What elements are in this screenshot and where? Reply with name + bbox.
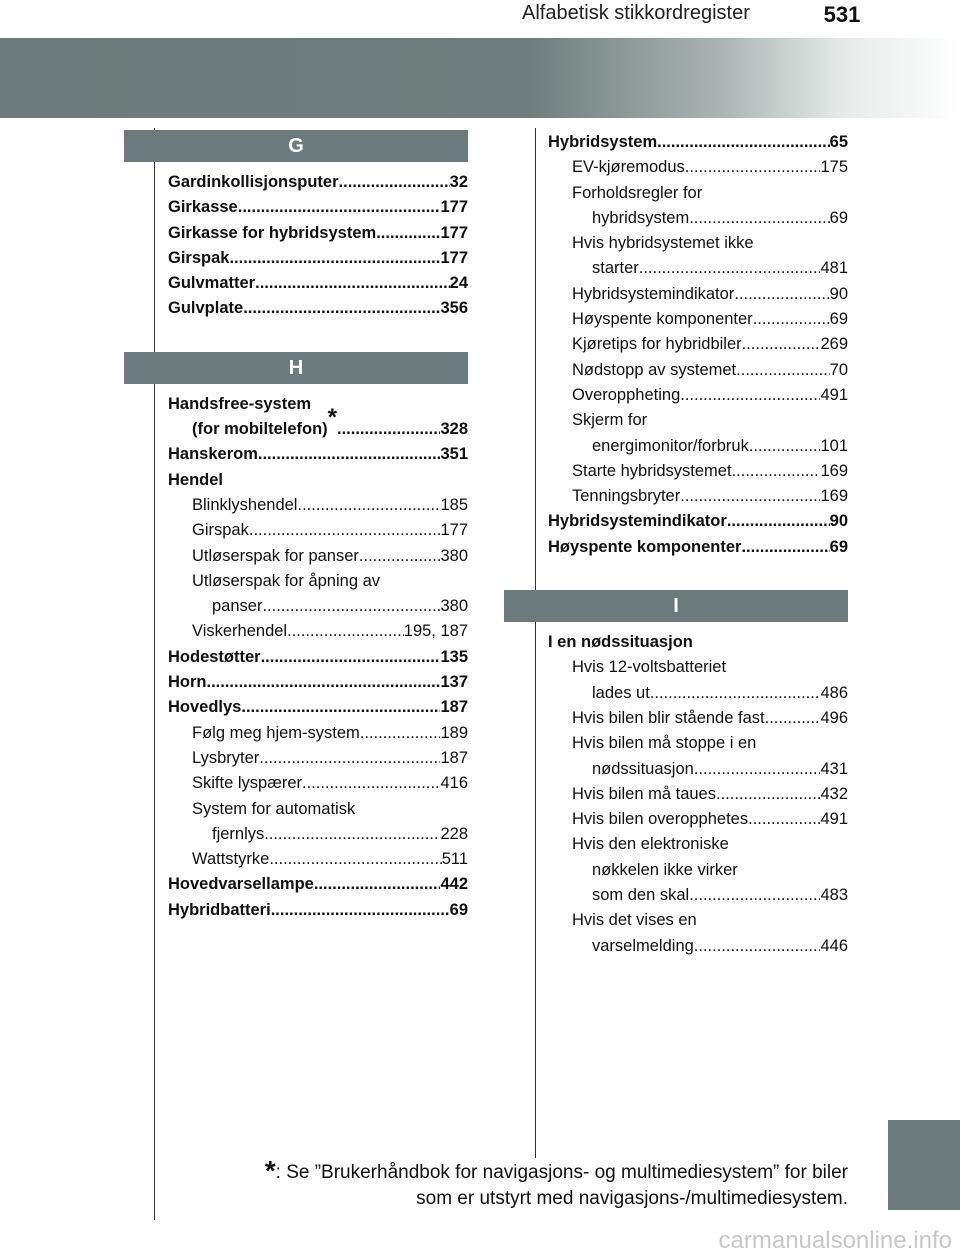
index-term: Hendel [168,470,224,489]
footnote-mark: * [264,1155,276,1186]
index-entry [168,392,468,417]
leader-dots [271,898,450,923]
index-page-ref: 483 [820,886,848,905]
index-page-ref: 442 [440,875,468,894]
index-entry [548,434,848,459]
index-term: Hovedvarsellampe [168,875,314,894]
index-entry [168,847,468,872]
index-page-ref: 491 [820,810,848,829]
index-entry [548,231,848,256]
index-entry [548,908,848,933]
leader-dots [639,256,821,281]
index-entry [548,155,848,180]
index-page-ref: 432 [820,784,848,803]
section-entries [124,170,468,322]
index-entry [548,681,848,706]
section-letter-header: H [124,352,468,384]
leader-dots [255,271,450,296]
index-page-ref: 491 [820,385,848,404]
index-entry [168,569,468,594]
index-term: EV-kjøremodus [572,158,685,177]
index-entry [168,797,468,822]
index-page-ref: 137 [440,673,468,692]
index-entry [168,822,468,847]
footnote-reference-mark: * [327,404,337,432]
leader-dots [694,757,821,782]
index-entry [168,493,468,518]
index-page-ref: 269 [820,335,848,354]
index-page-ref: 177 [440,521,468,540]
index-entry [168,695,468,720]
index-term: Forholdsregler for [572,183,703,202]
leader-dots [339,170,450,195]
index-term: Starte hybridsystemet [572,461,732,480]
index-page-ref: 169 [820,461,848,480]
section-entries [124,392,468,923]
index-side-tab [888,1120,960,1210]
index-term: Kjøretips for hybridbiler [572,335,742,354]
index-page-ref: 177 [440,198,468,217]
index-term: System for automatisk [192,799,356,818]
index-entry [168,544,468,569]
index-term: Hvis den elektroniske [572,835,729,854]
index-page-ref: 496 [820,708,848,727]
index-page-ref: 431 [820,759,848,778]
header-band [0,38,960,118]
index-page-ref: 328 [440,420,468,439]
leader-dots [229,246,440,271]
leader-dots [734,282,829,307]
leader-dots [732,459,821,484]
index-page-ref: 175 [820,158,848,177]
index-term: Hvis bilen overopphetes [572,810,749,829]
leader-dots [287,619,404,644]
index-entry [548,332,848,357]
index-page-ref: 90 [829,284,848,303]
leader-dots [765,706,821,731]
index-entry [548,509,848,534]
index-term: Hanskerom [168,445,258,464]
leader-dots [736,358,829,383]
index-entry [548,832,848,857]
index-term: Skifte lyspærer [192,774,303,793]
right-column [504,130,848,959]
index-entry [168,771,468,796]
index-entry [548,535,848,560]
leader-dots [359,544,441,569]
index-term: Høyspente komponenter [572,310,753,329]
index-page-ref: 187 [440,698,468,717]
index-page-ref: 70 [829,360,848,379]
index-term: Hybridbatteri [168,900,271,919]
index-entry [548,358,848,383]
index-term: Hvis 12-voltsbatteriet [572,658,727,677]
index-term: Gulvplate [168,299,244,318]
index-entry [548,130,848,155]
index-entry [168,221,468,246]
leader-dots [749,434,821,459]
page-number: 531 [792,0,892,32]
index-page-ref: 65 [829,133,848,151]
index-term: Hvis hybridsystemet ikke [572,234,754,253]
index-term: lades ut [592,683,650,702]
index-term: Utløserspak for åpning av [192,571,381,590]
index-page-ref: 69 [829,208,848,227]
index-page-ref: 351 [440,445,468,464]
index-term: Tenningsbryter [572,487,681,506]
index-term: hybridsystem [592,208,690,227]
index-term: Hodestøtter [168,647,261,666]
index-page-ref: 486 [820,683,848,702]
index-term: Blinklyshendel [192,495,298,514]
index-entry [548,282,848,307]
leader-dots [262,594,440,619]
index-entry [168,898,468,923]
leader-dots [314,872,441,897]
section-entries [504,630,848,959]
index-page-ref: 511 [441,850,468,869]
header-title: Alfabetisk stikkordregister [522,2,750,24]
index-term: Hvis bilen må taues [572,784,716,803]
index-term: panser [212,597,263,616]
index-term: Overoppheting [572,385,681,404]
index-term: Hvis det vises en [572,911,697,930]
index-entry [548,706,848,731]
footnote-line-2: som er utstyrt med navigasjons-/multimediesystem. [416,1188,848,1209]
index-term: Skjerm for [572,411,648,430]
leader-dots [741,535,829,560]
section-letter-header: I [504,590,848,622]
footnote-line-1 [200,1155,848,1186]
index-entry [548,307,848,332]
leader-dots [302,771,440,796]
leader-dots [337,417,440,442]
index-term: Hovedlys [168,698,242,717]
index-term: starter [592,259,639,278]
index-term: Nødstopp av systemet [572,360,737,379]
index-entry [168,670,468,695]
index-page-ref: 24 [449,274,468,293]
index-entry [548,807,848,832]
leader-dots [264,822,440,847]
index-entry [548,757,848,782]
index-entry [548,256,848,281]
index-entry [168,872,468,897]
leader-dots [742,332,821,357]
index-page-ref: 481 [820,259,848,278]
index-term: Lysbryter [192,748,260,767]
footnote [200,1155,848,1212]
index-page-ref: 189 [440,723,468,742]
leader-dots [249,518,441,543]
index-term: Gardinkollisjonsputer [168,173,339,191]
index-page-ref: 177 [440,248,468,267]
index-term: som den skal [592,886,690,905]
index-term: Girkasse for hybridsystem [168,223,377,242]
index-page-ref: 185 [440,495,468,514]
leader-dots [238,195,441,220]
index-term: Girspak [168,248,230,267]
watermark: carmanualsonline.info [718,1227,952,1254]
index-page-ref: 446 [820,936,848,955]
leader-dots [269,847,441,872]
leader-dots [753,307,830,332]
footnote-text-1: : Se ”Brukerhåndbok for navigasjons- og multimediesystem” for biler [275,1162,848,1183]
index-term: nødssituasjon [592,759,694,778]
continued-entries [504,130,848,560]
index-term: Girkasse [168,198,238,217]
leader-dots [716,782,820,807]
index-entry [168,296,468,321]
leader-dots [650,681,821,706]
index-term: Handsfree-system [168,394,312,413]
index-page-ref: 169 [820,487,848,506]
index-term: nøkkelen ikke virker [592,860,738,879]
index-term: Hvis bilen må stoppe i en [572,734,757,753]
index-page-ref: 32 [449,173,468,191]
index-term: Hvis bilen blir stående fast [572,708,765,727]
leader-dots [261,645,441,670]
index-entry [168,246,468,271]
index-page-ref: 101 [820,436,848,455]
index-entry [548,484,848,509]
index-term: Hybridsystemindikator [548,512,727,531]
index-page-ref: 69 [829,310,848,329]
leader-dots [689,206,829,231]
leader-dots [748,807,820,832]
index-page-ref: 90 [829,512,848,531]
index-entry [168,518,468,543]
leader-dots [680,484,820,509]
index-term: I en nødssituasjon [548,633,693,652]
index-entry [548,630,848,655]
index-term: energimonitor/forbruk [592,436,749,455]
index-page-ref: 380 [440,546,468,565]
index-page-ref: 356 [440,299,468,318]
leader-dots [685,155,821,180]
index-entry [168,271,468,296]
leader-dots [727,509,830,534]
index-entry [548,459,848,484]
section-letter-header: G [124,130,468,162]
index-term: Følg meg hjem-system [192,723,360,742]
leader-dots [360,721,441,746]
index-entry [168,746,468,771]
index-entry [548,731,848,756]
index-term: Utløserspak for panser [192,546,359,565]
index-page-ref: 69 [449,900,468,919]
index-term: Hybridsystemindikator [572,284,735,303]
index-entry [168,645,468,670]
index-term: (for mobiltelefon) [192,420,328,439]
index-term: Høyspente komponenter [548,537,742,556]
index-page-ref: 177 [440,223,468,242]
index-entry [548,408,848,433]
index-term: Hybridsystem [548,133,658,151]
index-term: Horn [168,673,207,692]
index-entry [548,858,848,883]
index-entry [548,383,848,408]
index-term: varselmelding [592,936,694,955]
leader-dots [694,934,821,959]
leader-dots [680,383,820,408]
index-entry [168,594,468,619]
leader-dots [241,695,440,720]
index-page-ref: 416 [440,774,468,793]
index-entry [548,782,848,807]
leader-dots [657,130,830,155]
index-page-ref: 228 [440,824,468,843]
leader-dots [207,670,441,695]
index-entry [168,468,468,493]
index-entry [168,442,468,467]
index-entry [168,195,468,220]
index-entry [548,883,848,908]
index-term: Viskerhendel [192,622,288,641]
index-entry [548,655,848,680]
leader-dots [376,221,440,246]
index-entry [168,170,468,195]
leader-dots [297,493,440,518]
index-page-ref: 195, 187 [403,622,468,641]
index-entry [548,181,848,206]
leader-dots [259,746,440,771]
leader-dots [258,442,441,467]
leader-dots [243,296,440,321]
index-entry [168,619,468,644]
index-entry [548,934,848,959]
index-page-ref: 380 [440,597,468,616]
index-term: Gulvmatter [168,274,256,293]
index-page-ref: 69 [829,537,848,556]
index-page-ref: 135 [440,647,468,666]
index-term: Girspak [192,521,249,540]
index-entry [168,404,468,442]
index-entry [168,721,468,746]
left-column [124,130,468,923]
leader-dots [689,883,820,908]
index-entry [548,206,848,231]
index-term: Wattstyrke [192,850,270,869]
index-term: fjernlys [212,824,265,843]
index-page-ref: 187 [440,748,468,767]
